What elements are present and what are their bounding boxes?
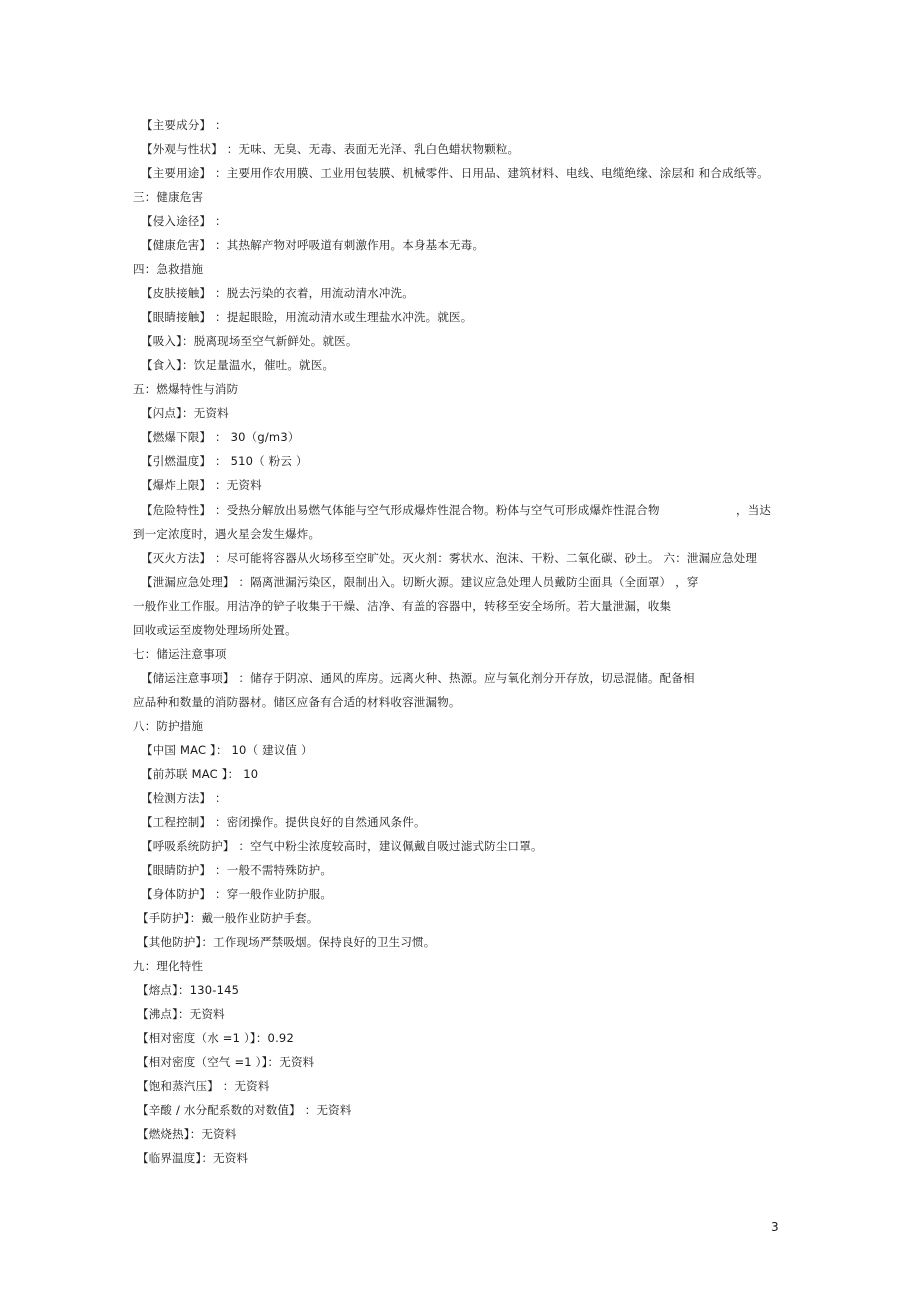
text-line: 【饱和蒸汽压】 ：无资料 [137, 1079, 270, 1093]
text-line: 【健康危害】 ：其热解产物对呼吸道有刺激作用。本身基本无毒。 [141, 238, 485, 252]
text-line: 【闪点】：无资料 [141, 406, 229, 420]
text-line: 【熔点】：130-145 [137, 983, 240, 997]
text-line: 【危险特性】 ：受热分解放出易燃气体能与空气形成爆炸性混合物。粉体与空气可形成爆炸性混合物 [141, 503, 660, 517]
text-line: 【引燃温度】 ： 510（ 粉云 ） [141, 454, 308, 468]
text-line: 【检测方法】 ： [141, 791, 227, 805]
text-line: 回收或运至废物处理场所处置。 [133, 623, 297, 637]
section-heading: 四：急救措施 [133, 262, 204, 276]
page-number: 3 [771, 1220, 779, 1234]
text-line: 【临界温度】：无资料 [137, 1151, 249, 1165]
text-line: 【中国 MAC 】： 10（ 建议值 ） [141, 743, 313, 757]
text-line: 【吸入】：脱离现场至空气新鲜处。就医。 [141, 334, 358, 348]
text-line: 一般作业工作服。用洁净的铲子收集于干燥、洁净、有盖的容器中，转移至安全场所。若大量泄漏，收集 [133, 599, 672, 613]
text-line: 【储运注意事项】 ：储存于阴凉、通风的库房。远离火种、热源。应与氧化剂分开存放，切忌混储。配备相 [141, 671, 695, 685]
section-heading: 九：理化特性 [133, 959, 204, 973]
text-line: 【身体防护】 ：穿一般作业防护服。 [141, 887, 333, 901]
text-line: 【沸点】：无资料 [137, 1007, 225, 1021]
text-line: 应品种和数量的消防器材。储区应备有合适的材料收容泄漏物。 [133, 695, 461, 709]
text-line: 【侵入途径】 ： [141, 214, 227, 228]
text-line: 【燃烧热】：无资料 [137, 1127, 237, 1141]
text-line: 【前苏联 MAC 】： 10 [141, 767, 259, 781]
text-line: 【相对密度（空气 =1 ）】：无资料 [137, 1055, 315, 1069]
section-heading: 七：储运注意事项 [133, 647, 227, 661]
text-line: 【眼睛防护】 ：一般不需特殊防护。 [141, 863, 333, 877]
text-line: 【辛酸 / 水分配系数的对数值】 ：无资料 [137, 1103, 352, 1117]
text-line: 【眼睛接触】 ：提起眼睑，用流动清水或生理盐水冲洗。就医。 [141, 310, 473, 324]
text-line: 【外观与性状】 ：无味、无臭、无毒、表面无光泽、乳白色蜡状物颗粒。 [141, 142, 520, 156]
text-line: 【相对密度（水 =1 ）】：0.92 [137, 1031, 294, 1045]
text-line: 【燃爆下限】 ： 30（g/m3） [141, 430, 300, 444]
text-line: 【爆炸上限】 ：无资料 [141, 478, 262, 492]
text-line: 【工程控制】 ：密闭操作。提供良好的自然通风条件。 [141, 815, 426, 829]
text-line-fragment: ，当达 [736, 503, 772, 517]
text-line: 【皮肤接触】 ：脱去污染的衣着，用流动清水冲洗。 [141, 286, 414, 300]
section-heading: 三：健康危害 [133, 190, 204, 204]
text-line: 【主要用途】 ：主要用作农用膜、工业用包装膜、机械零件、日用品、建筑材料、电线、电缆绝缘、涂层和 和合成纸等。 [141, 166, 769, 180]
text-line: 到一定浓度时，遇火星会发生爆炸。 [133, 527, 321, 541]
text-line: 【其他防护】：工作现场严禁吸烟。保持良好的卫生习惯。 [137, 935, 436, 949]
text-line: 【呼吸系统防护】 ：空气中粉尘浓度较高时，建议佩戴自吸过滤式防尘口罩。 [141, 839, 543, 853]
text-line: 【手防护】：戴一般作业防护手套。 [137, 911, 319, 925]
text-line: 【食入】：饮足量温水，催吐。就医。 [141, 358, 335, 372]
text-line: 【泄漏应急处理】 ：隔离泄漏污染区，限制出入。切断火源。建议应急处理人员戴防尘面具（全面罩） ，穿 [141, 575, 699, 589]
section-heading: 八：防护措施 [133, 719, 204, 733]
text-line: 【主要成分】 ： [141, 118, 227, 132]
text-line: 【灭火方法】 ：尽可能将容器从火场移至空旷处。灭火剂：雾状水、泡沫、干粉、二氧化碳、砂土。 六：泄漏应急处理 [141, 551, 758, 565]
section-heading: 五：燃爆特性与消防 [133, 382, 239, 396]
